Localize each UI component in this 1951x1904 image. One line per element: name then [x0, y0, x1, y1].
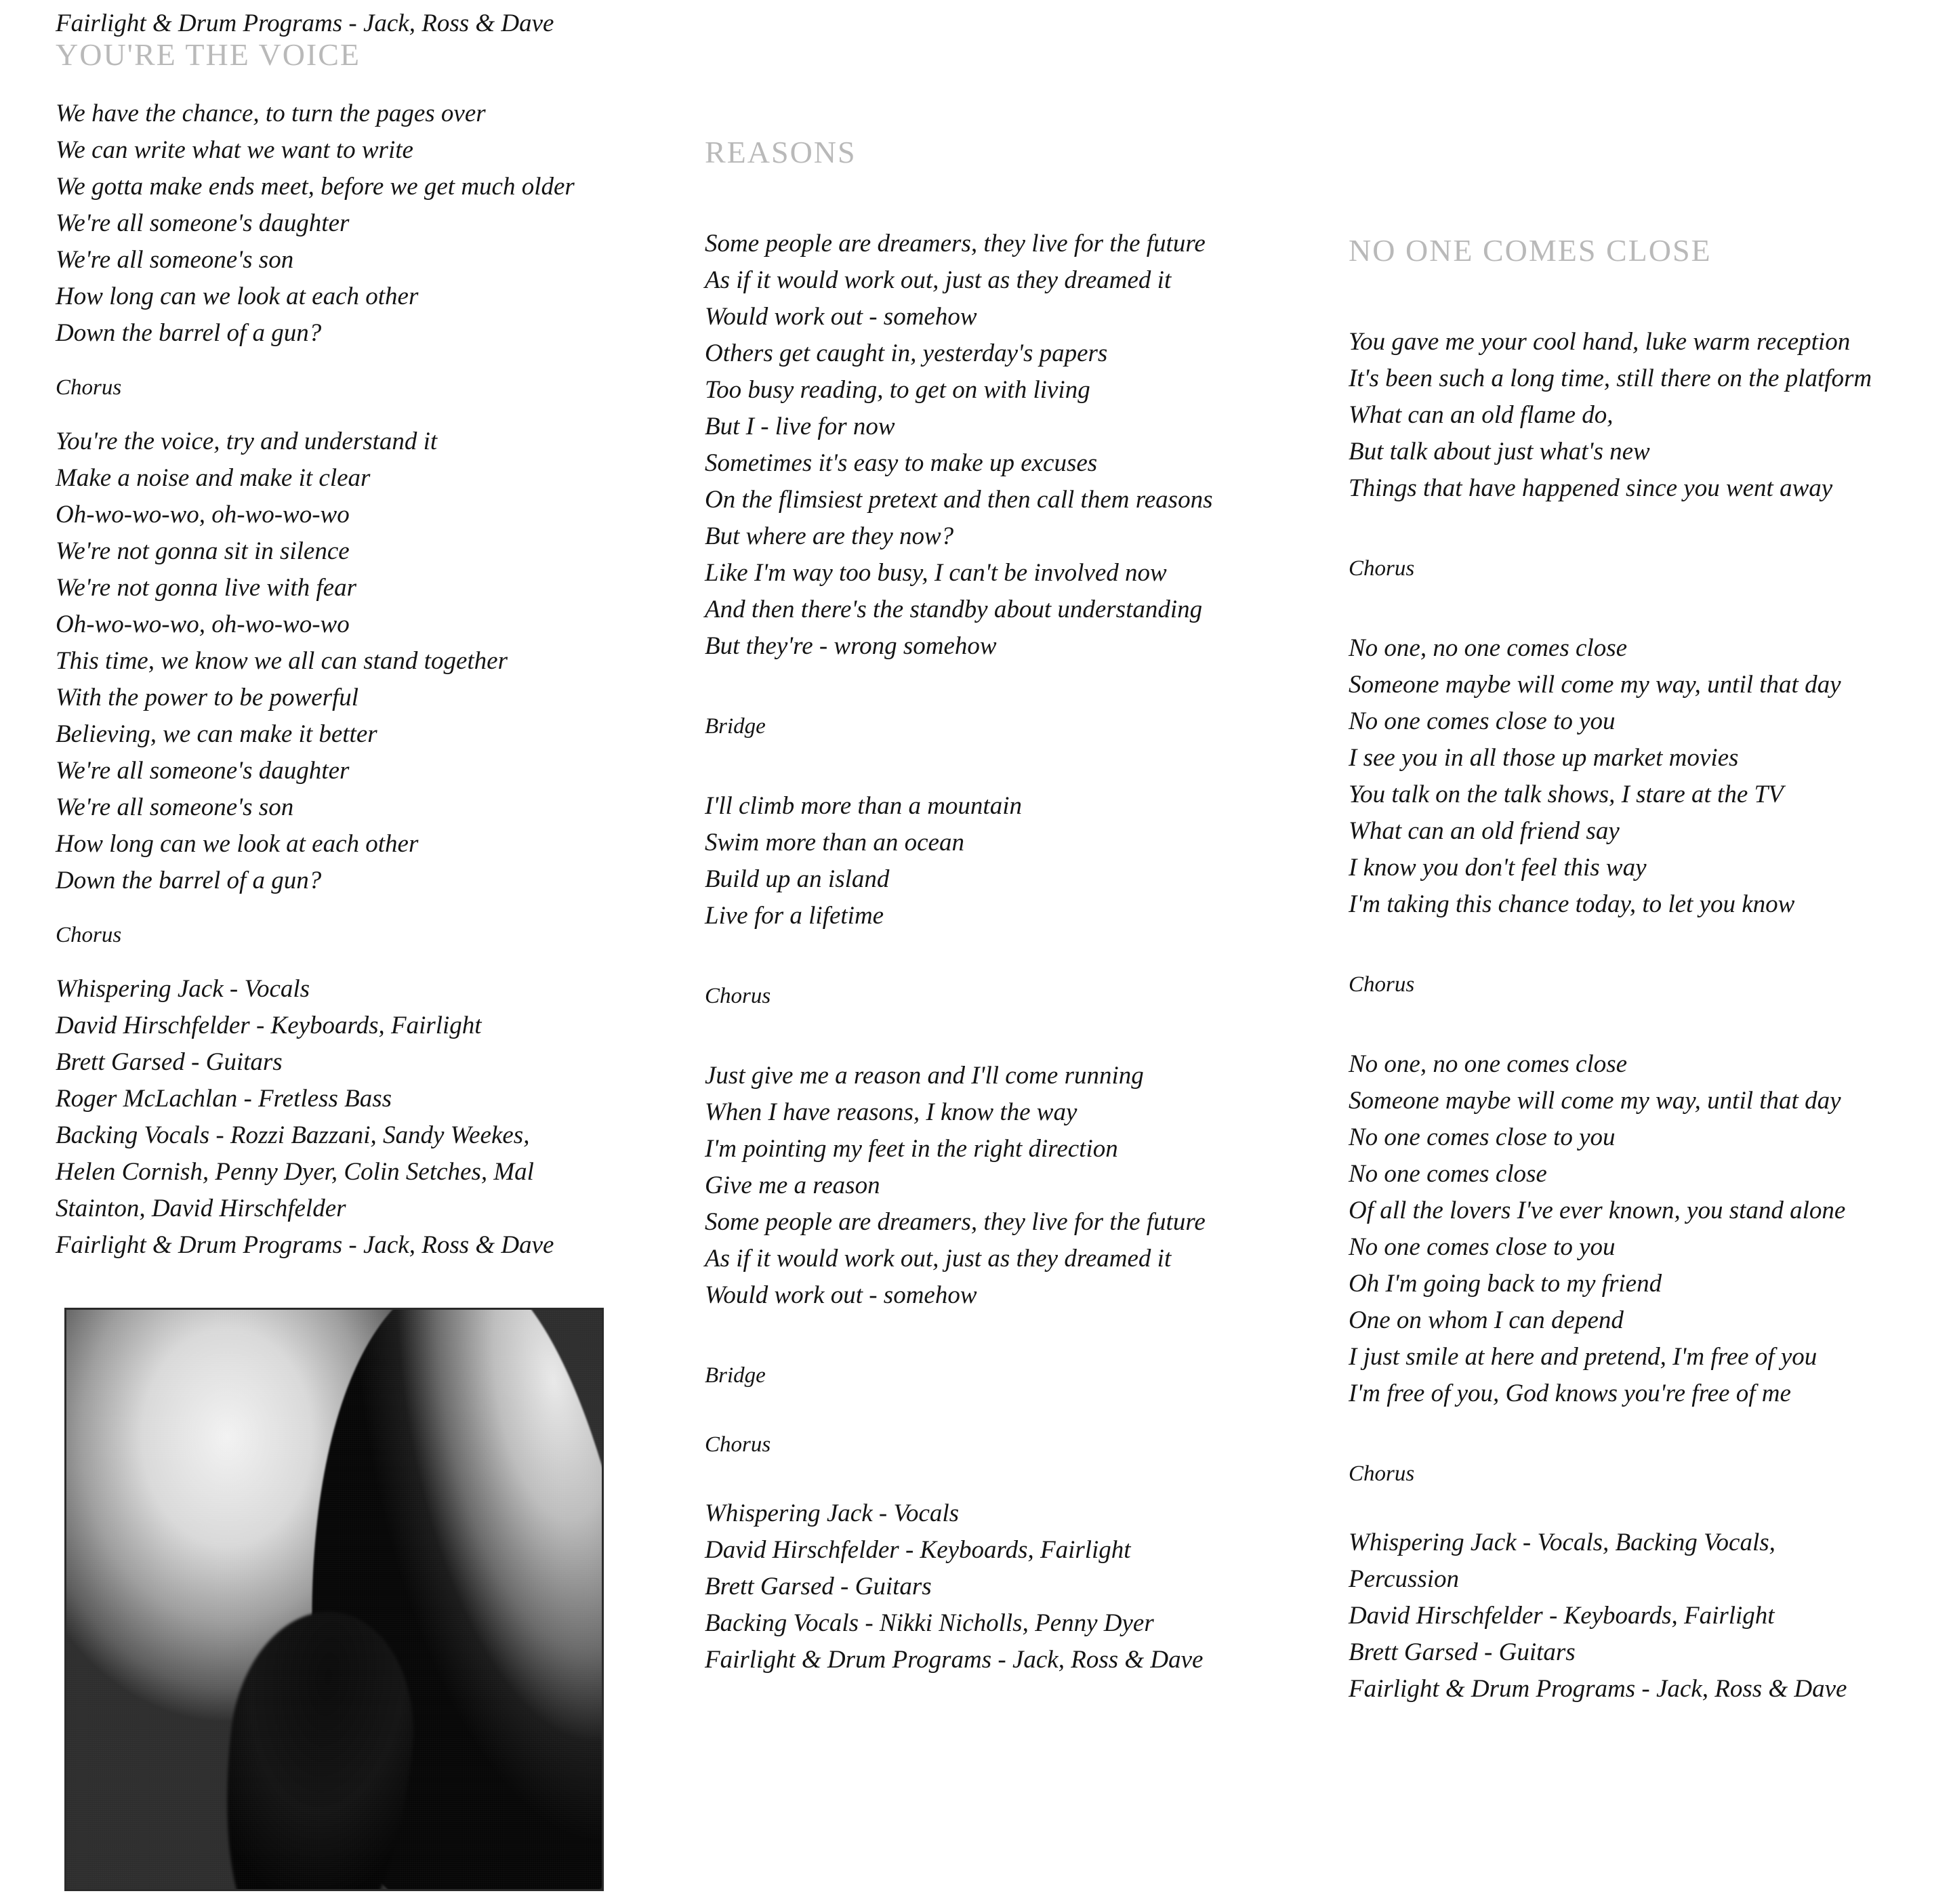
credit-line: Brett Garsed - Guitars — [1349, 1638, 1576, 1666]
verse-block — [1349, 324, 1945, 507]
lyric-line: We're not gonna sit in silence — [56, 537, 350, 565]
lyric-line: But I - live for now — [705, 412, 895, 440]
section-label-chorus: Chorus — [56, 922, 122, 947]
lyric-line: Give me a reason — [705, 1171, 880, 1199]
lyric-line: But talk about just what's new — [1349, 437, 1650, 465]
credit-line: Brett Garsed - Guitars — [56, 1048, 283, 1076]
section-label-bridge: Bridge — [705, 1363, 766, 1388]
lyric-line: Oh I'm going back to my friend — [1349, 1269, 1662, 1298]
lyric-line: Down the barrel of a gun? — [56, 318, 322, 347]
lyric-line: Swim more than an ocean — [705, 828, 964, 856]
bridge-block — [705, 788, 1301, 934]
lyric-line: We have the chance, to turn the pages over — [56, 99, 486, 127]
lyric-line: No one comes close to you — [1349, 1233, 1616, 1261]
lyric-line: Someone maybe will come my way, until that day — [1349, 1086, 1841, 1115]
credit-line: Percussion — [1349, 1565, 1460, 1593]
lyric-line: Some people are dreamers, they live for the future — [705, 229, 1206, 257]
lyric-line: Build up an island — [705, 865, 890, 893]
song-title-3: NO ONE COMES CLOSE — [1349, 233, 1712, 268]
lyric-line: What can an old friend say — [1349, 816, 1620, 845]
lyric-line: We're all someone's son — [56, 245, 294, 274]
lyric-line: I'm pointing my feet in the right direction — [705, 1134, 1118, 1163]
lyric-line: We're all someone's son — [56, 793, 294, 821]
verse-block — [705, 226, 1301, 665]
credit-line: Fairlight & Drum Programs - Jack, Ross & Dave — [1349, 1674, 1847, 1703]
section-label-chorus: Chorus — [705, 983, 771, 1008]
lyric-line: How long can we look at each other — [56, 829, 419, 858]
credits-block — [1349, 1525, 1945, 1708]
lyric-line: Like I'm way too busy, I can't be involved now — [705, 558, 1167, 587]
credit-line: Backing Vocals - Rozzi Bazzani, Sandy Weekes, — [56, 1121, 530, 1149]
lyric-line: Down the barrel of a gun? — [56, 866, 322, 894]
lyric-line: I see you in all those up market movies — [1349, 743, 1739, 772]
lyric-line: You're the voice, try and understand it — [56, 427, 438, 455]
lyric-line: We're all someone's daughter — [56, 756, 350, 785]
lyric-line: But they're - wrong somehow — [705, 632, 997, 660]
lyric-line: Others get caught in, yesterday's papers — [705, 339, 1108, 367]
lyric-line: No one, no one comes close — [1349, 634, 1628, 662]
credit-line: David Hirschfelder - Keyboards, Fairlight — [1349, 1601, 1775, 1630]
credit-line: Brett Garsed - Guitars — [705, 1572, 932, 1600]
top-credit-line: Fairlight & Drum Programs - Jack, Ross & Dave — [56, 9, 554, 37]
credit-line: David Hirschfelder - Keyboards, Fairlight — [56, 1011, 482, 1039]
chorus-block — [56, 423, 665, 899]
lyric-line: When I have reasons, I know the way — [705, 1098, 1077, 1126]
credit-line: David Hirschfelder - Keyboards, Fairlight — [705, 1535, 1131, 1564]
lyric-line: Some people are dreamers, they live for the future — [705, 1207, 1206, 1236]
lyric-line: Someone maybe will come my way, until that day — [1349, 670, 1841, 699]
photo-grain-overlay — [66, 1310, 602, 1889]
lyric-line: No one comes close to you — [1349, 707, 1616, 735]
section-label-chorus: Chorus — [705, 1432, 771, 1457]
lyric-line: Just give me a reason and I'll come running — [705, 1061, 1144, 1090]
section-label-chorus: Chorus — [1349, 1461, 1415, 1486]
credit-line: Stainton, David Hirschfelder — [56, 1194, 346, 1222]
lyric-line: Would work out - somehow — [705, 1281, 977, 1309]
credit-line: Helen Cornish, Penny Dyer, Colin Setches, Mal — [56, 1157, 534, 1186]
credits-block — [56, 971, 665, 1264]
credit-line: Whispering Jack - Vocals, Backing Vocals, — [1349, 1528, 1775, 1556]
lyric-line: Believing, we can make it better — [56, 720, 377, 748]
lyric-line: You talk on the talk shows, I stare at the TV — [1349, 780, 1784, 808]
lyric-line: One on whom I can depend — [1349, 1306, 1624, 1334]
lyric-line: You gave me your cool hand, luke warm reception — [1349, 327, 1851, 356]
lyrics-column-1 — [56, 38, 665, 1264]
lyric-line: This time, we know we all can stand together — [56, 646, 508, 675]
credit-line: Roger McLachlan - Fretless Bass — [56, 1084, 392, 1113]
lyric-line: I'm free of you, God knows you're free of me — [1349, 1379, 1791, 1407]
booklet-photo — [64, 1308, 604, 1891]
lyric-line: No one comes close — [1349, 1159, 1547, 1188]
section-label-chorus: Chorus — [1349, 556, 1415, 581]
section-label-chorus: Chorus — [1349, 972, 1415, 997]
lyric-line: No one, no one comes close — [1349, 1050, 1628, 1078]
section-label-chorus: Chorus — [56, 375, 122, 400]
lyrics-column-2 — [705, 136, 1301, 1678]
lyric-line: As if it would work out, just as they dreamed it — [705, 266, 1172, 294]
lyric-line: Too busy reading, to get on with living — [705, 375, 1090, 404]
chorus-block — [1349, 630, 1945, 923]
lyric-line: What can an old flame do, — [1349, 400, 1614, 429]
chorus-block — [1349, 1046, 1945, 1412]
lyric-line: Things that have happened since you went away — [1349, 474, 1833, 502]
lyric-line: Would work out - somehow — [705, 302, 977, 331]
lyric-line: I know you don't feel this way — [1349, 853, 1647, 882]
lyric-line: I'll climb more than a mountain — [705, 791, 1022, 820]
chorus-block — [705, 1058, 1301, 1314]
song-title-2: REASONS — [705, 135, 857, 169]
lyric-line: We gotta make ends meet, before we get much older — [56, 172, 575, 201]
lyrics-column-3 — [1349, 234, 1945, 1708]
lyric-line: On the flimsiest pretext and then call them reasons — [705, 485, 1213, 514]
lyric-line: I just smile at here and pretend, I'm free of you — [1349, 1342, 1817, 1371]
lyric-line: I'm taking this chance today, to let you know — [1349, 890, 1795, 918]
credit-line: Backing Vocals - Nikki Nicholls, Penny Dyer — [705, 1609, 1154, 1637]
section-label-bridge: Bridge — [705, 713, 766, 739]
credit-line: Whispering Jack - Vocals — [705, 1499, 960, 1527]
lyric-line: It's been such a long time, still there on the platform — [1349, 364, 1872, 392]
lyric-line: Oh-wo-wo-wo, oh-wo-wo-wo — [56, 610, 350, 638]
credits-block — [705, 1495, 1301, 1678]
lyric-line: Of all the lovers I've ever known, you stand alone — [1349, 1196, 1846, 1224]
credit-line: Whispering Jack - Vocals — [56, 974, 310, 1003]
lyric-line: We can write what we want to write — [56, 136, 413, 164]
lyric-line: Oh-wo-wo-wo, oh-wo-wo-wo — [56, 500, 350, 529]
lyric-line: But where are they now? — [705, 522, 954, 550]
lyric-line: No one comes close to you — [1349, 1123, 1616, 1151]
lyric-line: How long can we look at each other — [56, 282, 419, 310]
lyric-line: Live for a lifetime — [705, 901, 884, 930]
verse-block — [56, 96, 665, 352]
credit-line: Fairlight & Drum Programs - Jack, Ross & Dave — [56, 1230, 554, 1259]
lyric-line: We're all someone's daughter — [56, 209, 350, 237]
lyric-line: With the power to be powerful — [56, 683, 359, 711]
lyric-line: And then there's the standby about understanding — [705, 595, 1203, 623]
lyric-line: We're not gonna live with fear — [56, 573, 356, 602]
lyric-line: Sometimes it's easy to make up excuses — [705, 449, 1098, 477]
lyric-line: Make a noise and make it clear — [56, 463, 371, 492]
credit-line: Fairlight & Drum Programs - Jack, Ross & Dave — [705, 1645, 1204, 1674]
lyric-line: As if it would work out, just as they dreamed it — [705, 1244, 1172, 1272]
song-title-1: YOU'RE THE VOICE — [56, 37, 361, 72]
